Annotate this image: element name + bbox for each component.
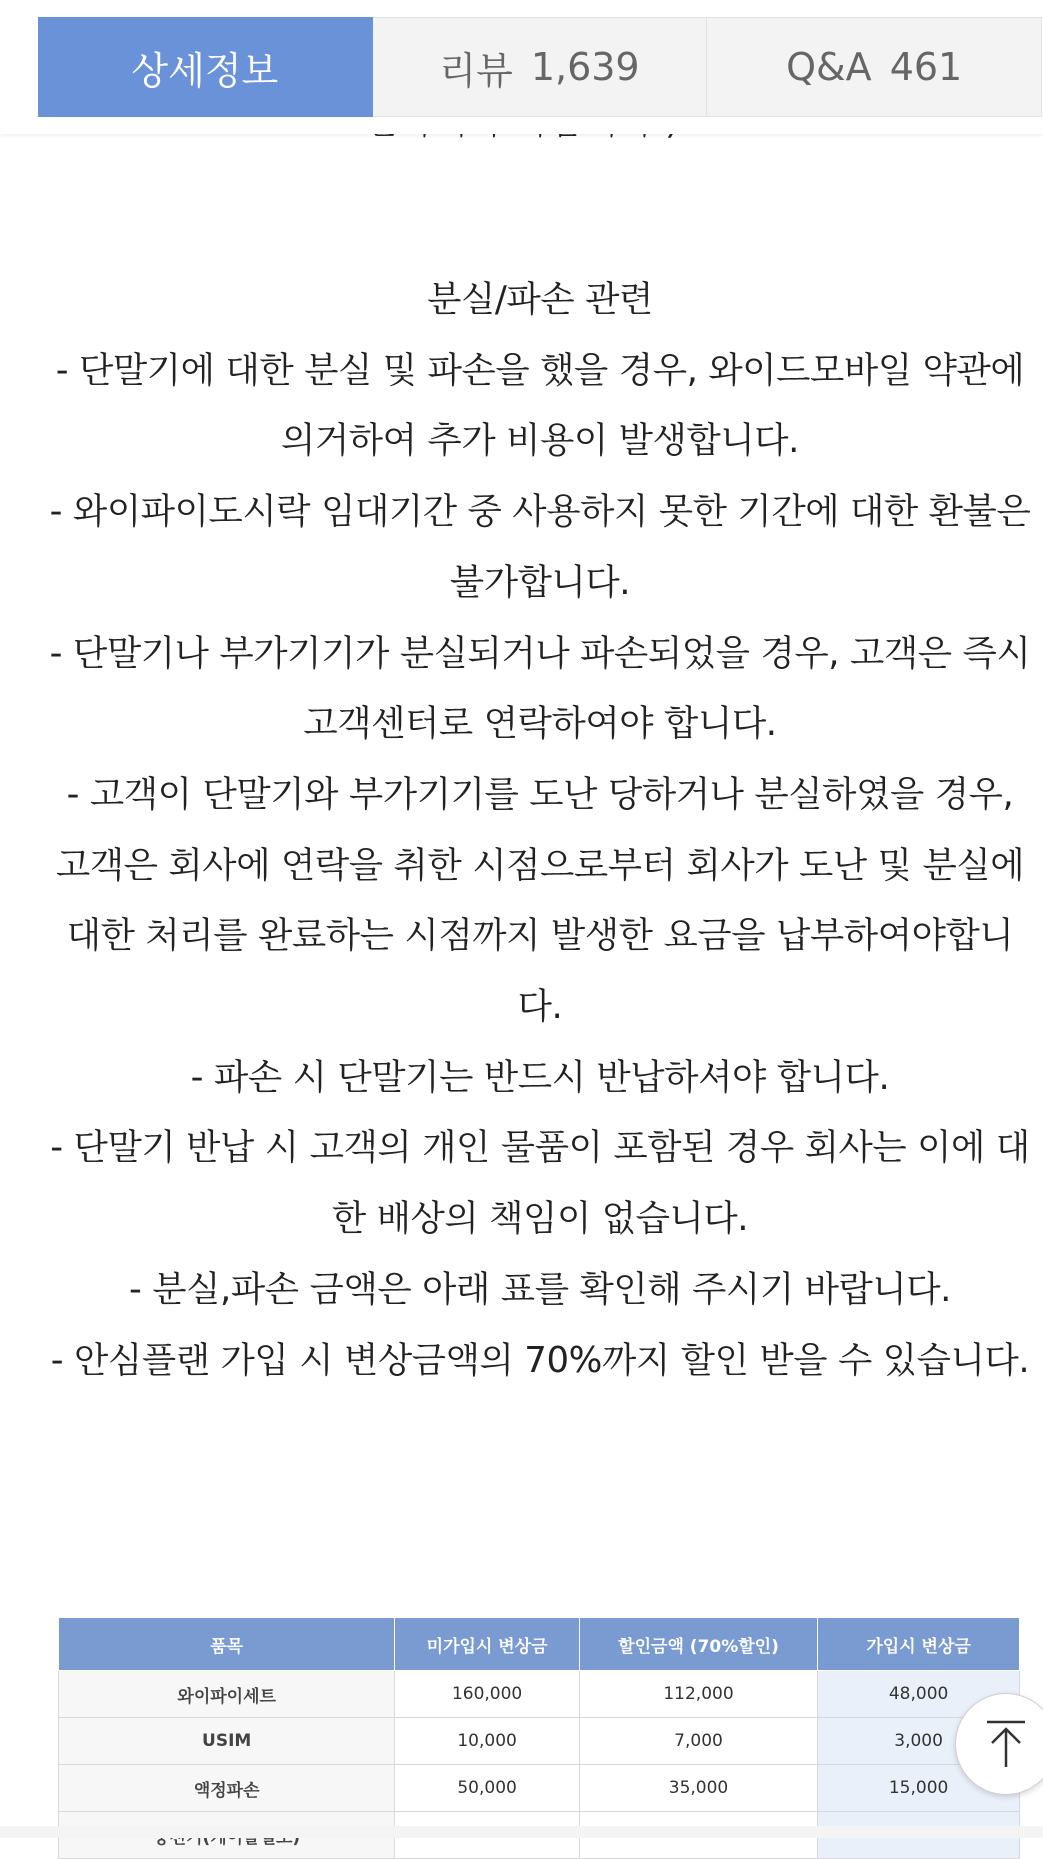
cell-discount: 35,000 [579, 1765, 817, 1812]
table-row [59, 1718, 1020, 1765]
notice-line: - 안심플랜 가입 시 변상금액의 70%까지 할인 받을 수 있습니다. [50, 1339, 1030, 1381]
tab-qna-label: Q&A [786, 45, 872, 89]
cell-member-fee: 15,000 [818, 1765, 1020, 1812]
cell-non-member-fee: 50,000 [395, 1765, 580, 1812]
notice-line: - 단말기에 대한 분실 및 파손을 했을 경우, 와이드모바일 약관에 의거하여 추가 비용이 발생합니다. [55, 349, 1025, 462]
notice-line: - 분실,파손 금액은 아래 표를 확인해 주시기 바랍니다. [128, 1268, 952, 1310]
cell-discount: 7,000 [579, 1718, 817, 1765]
cell-non-member-fee: 160,000 [395, 1671, 580, 1718]
bottom-edge [0, 1826, 1043, 1838]
damage-fee-table [58, 1617, 1020, 1859]
header-item: 품목 [59, 1618, 395, 1671]
cell-discount: 112,000 [579, 1671, 817, 1718]
table-header-row [59, 1618, 1020, 1671]
loss-damage-notice [45, 265, 1035, 1396]
tab-detail-info[interactable] [38, 17, 373, 117]
detail-tab-bar [0, 0, 1043, 134]
tab-reviews[interactable] [373, 17, 708, 117]
header-discount: 할인금액 (70%할인) [579, 1618, 817, 1671]
cell-item: 액정파손 [59, 1765, 395, 1812]
cell-non-member-fee: 10,000 [395, 1718, 580, 1765]
tab-list [38, 17, 1042, 117]
notice-line: - 단말기 반납 시 고객의 개인 물품이 포함된 경우 회사는 이에 대한 배상의 책임이 없습니다. [50, 1127, 1030, 1240]
notice-line: - 고객이 단말기와 부가기기를 도난 당하거나 분실하였을 경우, 고객은 회사에 연락을 취한 시점으로부터 회사가 도난 및 분실에 대한 처리를 완료하는 시점까지 발생한 요금을 납부하여야합니다. [55, 773, 1025, 1028]
cell-item: 와이파이세트 [59, 1671, 395, 1718]
tab-detail-label: 상세정보 [131, 48, 279, 93]
tab-qna-count: 461 [889, 45, 963, 89]
table-row [59, 1765, 1020, 1812]
tab-qna[interactable] [707, 17, 1042, 117]
notice-line: - 파손 시 단말기는 반드시 반납하셔야 합니다. [190, 1056, 890, 1098]
cell-member-fee: 3,000 [818, 1718, 1020, 1765]
cell-member-fee: 48,000 [818, 1671, 1020, 1718]
notice-line: - 단말기나 부가기기가 분실되거나 파손되었을 경우, 고객은 즉시 고객센터로 연락하여야 합니다. [49, 632, 1031, 745]
arrow-up-icon [984, 1719, 1028, 1769]
tab-reviews-label: 리뷰 [439, 48, 513, 93]
table-row [59, 1671, 1020, 1718]
notice-line: - 와이파이도시락 임대기간 중 사용하지 못한 기간에 대한 환불은 불가합니다. [49, 491, 1031, 603]
cell-item: USIM [59, 1718, 395, 1765]
header-non-member-fee: 미가입시 변상금 [395, 1618, 580, 1671]
tab-reviews-count: 1,639 [530, 45, 640, 89]
header-member-fee: 가입시 변상금 [818, 1618, 1020, 1671]
notice-title: 분실/파손 관련 [427, 279, 653, 320]
